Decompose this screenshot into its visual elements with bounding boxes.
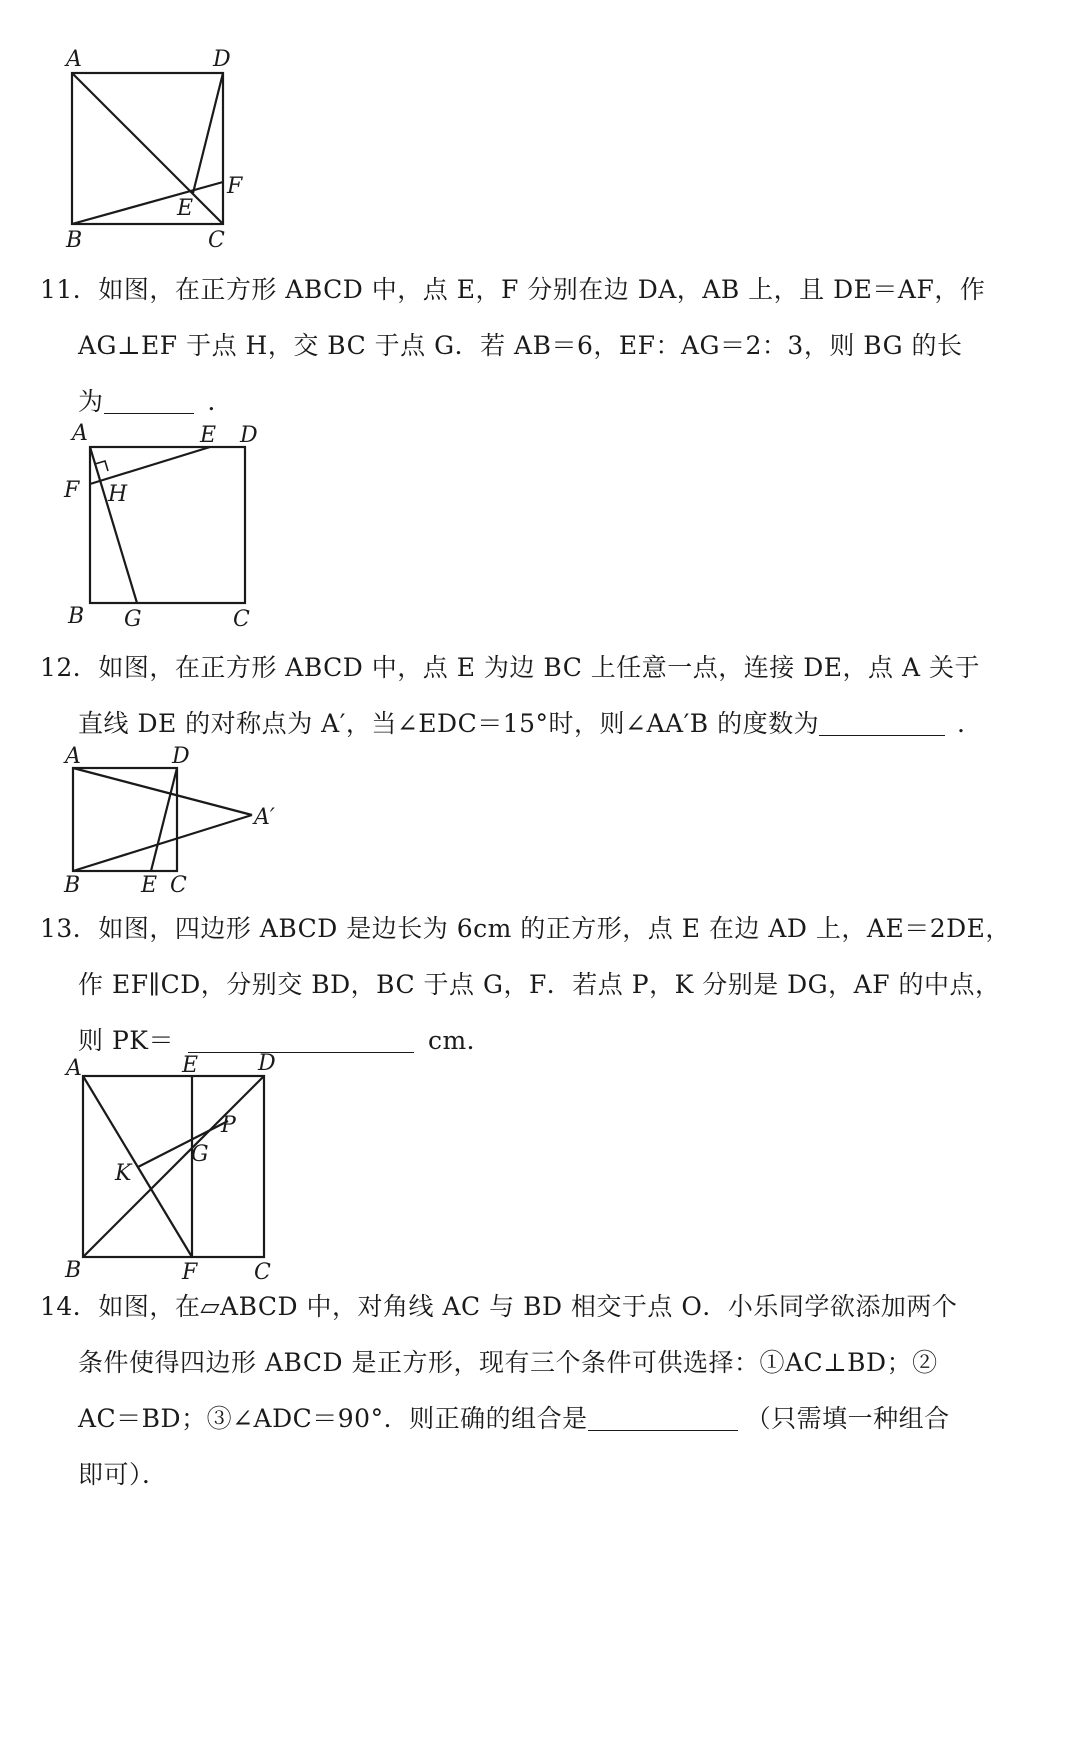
figure-q13	[60, 1050, 300, 1295]
q13-text-3-end: cm．	[427, 1026, 493, 1055]
q12-text-1: 如图，在正方形 ABCD 中，点 E 为边 BC 上任意一点，连接 DE，点 A 关于	[98, 653, 980, 682]
q12-text-2: 直线 DE 的对称点为 A′，当∠EDC＝15°时，则∠AA′B 的度数为	[78, 709, 820, 738]
label-c: C	[208, 228, 225, 253]
label-b: B	[68, 604, 85, 629]
figure-q10	[60, 40, 290, 270]
q11-text-2: AG⊥EF 于点 H，交 BC 于点 G．若 AB＝6，EF：AG＝2：3，则 BG 的长	[78, 331, 963, 360]
label-e: E	[200, 423, 217, 448]
q14-number: 14．	[40, 1292, 99, 1321]
q14-line-1	[40, 1279, 1030, 1335]
q13-text-2: 作 EF∥CD，分别交 BD，BC 于点 G，F．若点 P，K 分别是 DG，AF 的中点，	[78, 970, 1001, 999]
label-p: P	[221, 1113, 236, 1138]
q13-text-1: 如图，四边形 ABCD 是边长为 6cm 的正方形，点 E 在边 AD 上，AE＝2DE，	[98, 914, 1011, 943]
segment-ag	[90, 447, 137, 603]
q13-line-1	[40, 901, 1030, 957]
figure-q12	[60, 742, 300, 902]
q11-line-1	[40, 262, 1030, 318]
q14-text-4: 即可）．	[78, 1460, 168, 1489]
question-12	[40, 640, 1030, 752]
label-a: A	[65, 744, 81, 769]
segment-af	[83, 1076, 192, 1257]
label-c: C	[170, 873, 187, 898]
q12-answer-blank[interactable]	[819, 705, 945, 736]
label-a-prime: A′	[254, 805, 275, 830]
label-b: B	[65, 1258, 82, 1283]
label-d: D	[213, 47, 231, 72]
segment-ef	[90, 447, 210, 484]
q14-text-2: 条件使得四边形 ABCD 是正方形，现有三个条件可供选择：①AC⊥BD；②	[78, 1348, 938, 1377]
label-c: C	[254, 1260, 271, 1285]
label-g: G	[124, 607, 142, 632]
label-d: D	[240, 423, 258, 448]
q14-text-1: 如图，在▱ABCD 中，对角线 AC 与 BD 相交于点 O．小乐同学欲添加两个	[98, 1292, 958, 1321]
q11-text-1: 如图，在正方形 ABCD 中，点 E，F 分别在边 DA，AB 上，且 DE＝AF，作	[98, 275, 986, 304]
label-f: F	[64, 478, 80, 503]
label-b: B	[66, 228, 83, 253]
segment-a-a-prime	[73, 768, 252, 815]
q14-line-3	[40, 1391, 1030, 1447]
segment-ac	[72, 73, 223, 224]
q11-text-3: 为	[78, 387, 104, 416]
q14-text-3: AC＝BD；③∠ADC＝90°．则正确的组合是	[78, 1404, 588, 1433]
segment-de	[193, 73, 223, 193]
label-a: A	[72, 421, 88, 446]
label-c: C	[233, 607, 250, 632]
label-a: A	[66, 47, 82, 72]
q13-answer-blank[interactable]	[188, 1022, 414, 1053]
q11-number: 11．	[40, 275, 99, 304]
label-e: E	[141, 873, 158, 898]
label-e: E	[177, 196, 194, 221]
q14-text-3-end: （只需填一种组合	[745, 1404, 950, 1433]
label-b: B	[64, 873, 81, 898]
question-11	[40, 262, 1030, 430]
label-g: G	[191, 1142, 209, 1167]
label-a: A	[66, 1056, 82, 1081]
q13-text-3: 则 PK＝	[78, 1026, 174, 1055]
segment-bf	[72, 182, 223, 224]
segment-pk	[138, 1121, 228, 1167]
label-d: D	[172, 744, 190, 769]
label-e: E	[182, 1053, 199, 1078]
q11-text-3-end: ．	[207, 387, 234, 416]
q13-number: 13．	[40, 914, 99, 943]
q12-line-1	[40, 640, 1030, 696]
segment-bd	[83, 1076, 264, 1257]
label-d: D	[258, 1051, 276, 1076]
label-f: F	[182, 1260, 198, 1285]
q12-number: 12．	[40, 653, 99, 682]
segment-de	[151, 768, 177, 871]
label-k: K	[115, 1161, 132, 1186]
label-h: H	[108, 482, 128, 507]
q14-answer-blank[interactable]	[588, 1400, 738, 1431]
figure-q11	[60, 420, 290, 635]
q11-answer-blank[interactable]	[104, 383, 194, 414]
label-f: F	[227, 174, 243, 199]
q12-text-2-end: ．	[957, 709, 983, 738]
question-13	[40, 901, 1030, 1069]
question-14	[40, 1279, 1030, 1503]
